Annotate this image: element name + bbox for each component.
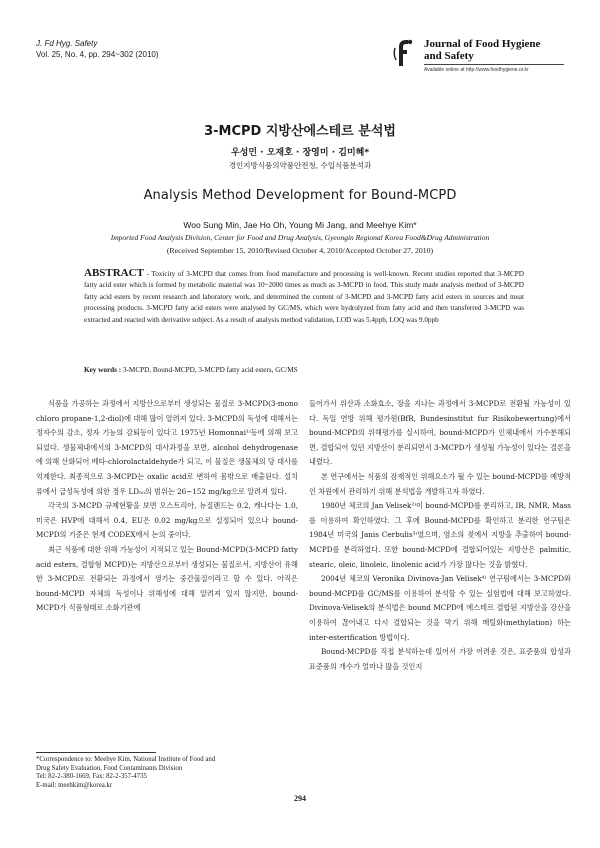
authors-english: Woo Sung Min, Jae Ho Oh, Young Mi Jang, and Meehye Kim*: [183, 220, 417, 230]
received-dates: (Received September 15, 2010/Revised October 4, 2010/Accepted October 27, 2010): [166, 246, 434, 255]
journal-citation: [36, 38, 159, 60]
volume-line: Vol. 25, No. 4, pp. 294~302 (2010): [36, 50, 159, 59]
affiliation-korean: 경인지방식품의약품안전청, 수입식품분석과: [228, 161, 372, 170]
keywords-label: Key words :: [84, 366, 123, 374]
abstract: [84, 268, 524, 326]
title-english: Analysis Method Development for Bound-MCPD: [143, 188, 457, 203]
body-paragraph: 식품을 가공하는 과정에서 지방산으로부터 생성되는 물질로 3-MCPD(3-mono chloro propane-1,2-diol)에 대해 많이 알려져 있다. 3-MCPD의 독성에 대해서는 정자수의 감소, 정자 기능의 감퇴등이 있다고 1975년 Homonnai¹⁾등에 의해 보고되었다. 생물체내에서의 3-MCPD의 대사과정을 보면, alcohol dehydrogenase에 의해 산화되어 베타-chlorolactaldehyde가 되고, 이 물질은 생물체의 당 대사를 억제한다. 최종적으로 3-MCPD는 oxalic acid로 변하여 몸밖으로 배출된다. 설치류에서 급성독성에 의한 경우 LD₅₀의 범위는 26~152 mg/kg으로 알려져 있다.: [36, 399, 298, 496]
body-paragraph: 1980년 체코의 Jan Velisek²⁾이 bound-MCPD를 분리하고, IR, NMR, Mass를 이용하여 확인하였다. 그 후에 Bound-MCPD를 확인하고 분리한 연구팀은 1984년 미국의 Janis Cerbulis³⁾였으며, 염소의 젖에서 지방을 추출하여 bound-MCPD를 분리하였다. 또한 bound-MCPD에 결합되어있는 지방산은 palmitic, stearic, oleic, linoleic, linolenic acid가 가장 많다는 것을 밝혔다.: [309, 501, 571, 569]
affiliation-english: Imported Food Analysis Division, Center for Food and Drug Analysis, Gyeongin Regional Korea Food&Drug Administration: [110, 233, 490, 242]
journal-logo-icon: [392, 38, 414, 68]
abstract-text: - Toxicity of 3-MCPD that comes from food manufacture and processing is well-known. Recent studies reported that 3-MCPD fatty acid ester which is formed by metabolic material was 10~2000 times as much as 3-MCPD in food. This study made analysis method of 3-MCPD fatty acid esters by recent research and laboratory work, and determined the content of 3-MCPD and 3-MCPD fatty acid esters in sources and meat processing products. 3-MCPD fatty acid esters were analysed by GC/MS, which were hydrolyzed from fatty acid and then transferred 3-MCPD was extracted and reacted with derivative subject. As a result of analysis method validation, LOD was 5.4ppb, LOQ was 9.0ppb: [84, 270, 524, 324]
body-paragraph: 최근 식품에 대한 위해 가능성이 지적되고 있는 Bound-MCPD(3-MCPD fatty acid esters, 결합형 MCPD)는 지방산으로부터 생성되는 물질로서, 지방산이 유해한 3-MCPD로 전환되는 과정에서 생기는 중간물질이라고 할 수 있다. 아직은 bound-MCPD 자체의 독성이나 위해성에 대해 알려져 있지 않지만, bound-MCPD가 식품형태로 소화기관에: [36, 544, 298, 613]
footnote-line: Drug Safety Evaluation, Food Contaminants Division: [36, 764, 183, 772]
body-column-left: [36, 397, 298, 616]
body-column-right: [309, 397, 571, 674]
footnote-line: *Correspondence to: Meehye Kim, National Institute of Food and: [36, 756, 216, 763]
page-number: 294: [294, 794, 306, 803]
journal-name-line1: Journal of Food Hygiene: [424, 38, 541, 50]
keywords: [84, 366, 524, 374]
journal-abbrev: J. Fd Hyg. Safety: [36, 39, 98, 48]
keywords-text: 3-MCPD, Bound-MCPD, 3-MCPD fatty acid esters, GC/MS: [122, 366, 298, 374]
body-paragraph: 들어가서 위산과 소화효소, 장을 지나는 과정에서 3-MCPD로 전환될 가능성이 있다. 독일 연방 위해 평가원(BfR, Bundesinstitut fur Risikobewertung)에서 bound-MCPD의 위해평가를 실시하여, bound-MCPD가 인체내에서 가수분해되면, 결합되어 있던 지방산이 분리되면서 3-MCPD가 생성될 가능성이 있다는 결론을 내렸다.: [309, 399, 571, 467]
footnote-line: Tel: 82-2-380-1669, Fax: 82-2-357-4735: [36, 773, 147, 781]
body-paragraph: 본 연구에서는 식품의 잠재적인 위해요소가 될 수 있는 bound-MCPD를 예방적인 차원에서 관리하기 위해 분석법을 개발하고자 하였다.: [309, 471, 571, 496]
body-paragraph: 2004년 체코의 Veronika Divinova-Jan Velisek⁴⁾ 연구팀에서는 3-MCPD와 bound-MCPD를 GC/MS를 이용하여 분석할 수 있는 실험법에 대해 보고하였다. Divinova-Velisek의 분석법은 bound MCPD에 에스테르 결합된 지방산을 강산을 이용하여 끊어내고 다시 결합되는 것을 막기 위해 메틸화(methylation) 하는 inter-esterification 방법이다.: [309, 574, 571, 642]
footnote-line: E-mail: meehkim@korea.kr: [36, 781, 113, 789]
authors-korean: 우성민 · 오재호 · 장영미 · 김미혜*: [230, 148, 370, 158]
available-online: Available online at http://www.foodhygiene.or.kr: [424, 67, 529, 73]
body-paragraph: 각국의 3-MCPD 규제현황을 보면 오스트리아, 뉴질랜드는 0.2, 캐나다는 1.0, 미국은 HVP에 대해서 0.4, EU은 0.02 mg/kg으로 설정되어 있으나 bound-MCPD의 기준은 현재 CODEX에서 논의 중이다.: [36, 501, 298, 540]
journal-divider: [424, 64, 564, 65]
body-paragraph: Bound-MCPD를 직접 분석하는데 있어서 가장 어려운 것은, 표준품의 합성과 표준품의 개수가 얼마나 많을 것인지: [309, 647, 571, 671]
journal-name-line2: and Safety: [424, 50, 474, 62]
title-korean: 3-MCPD 지방산에스테르 분석법: [204, 124, 396, 139]
journal-name: [424, 38, 540, 62]
abstract-label: ABSTRACT: [84, 267, 144, 279]
footnote-rule: [36, 752, 156, 753]
correspondence-footnote: [36, 756, 298, 790]
